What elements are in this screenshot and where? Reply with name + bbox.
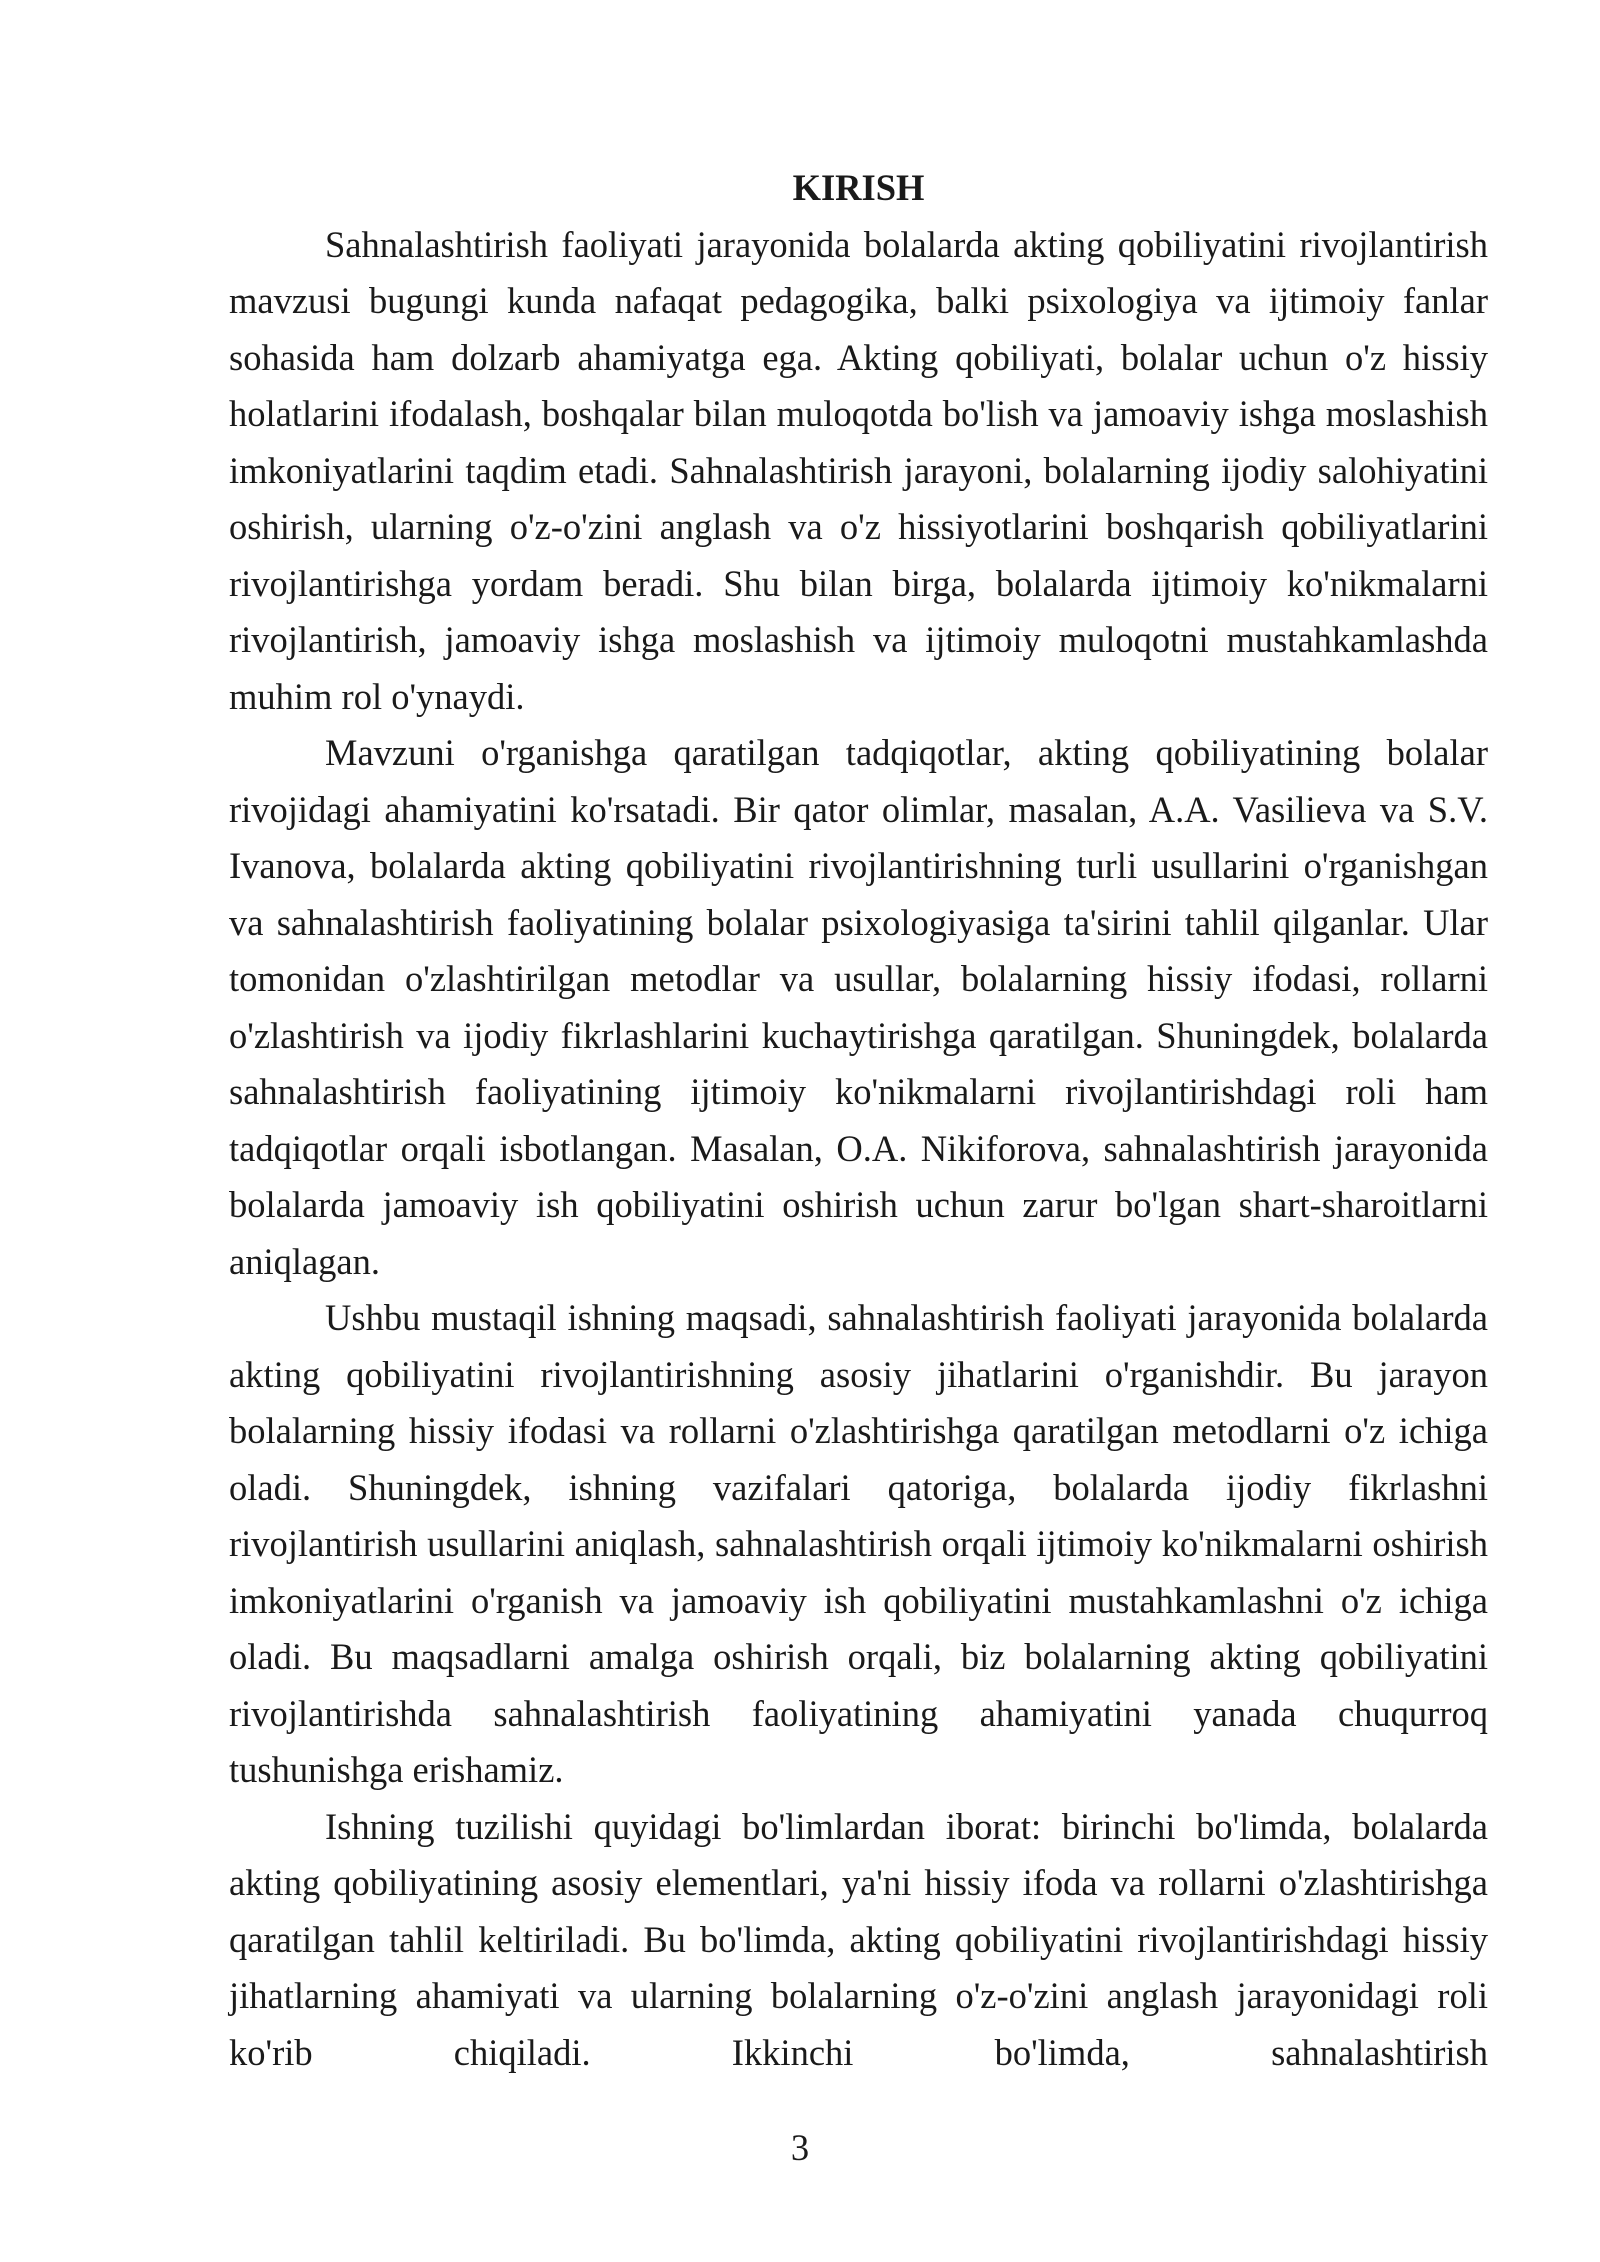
page-number: 3 [790, 2127, 810, 2168]
paragraph-research-review: Mavzuni o'rganishga qaratilgan tadqiqotlar, akting qobiliyatining bolalar rivojidagi ahamiyatini ko'rsatadi. Bir qator olimlar, masalan, A.A. Vasilieva va S.V. Ivanova, bolalarda akting qobiliyatini rivojlantirishning turli usullarini o'rganishgan va sahnalashtirish faoliyatining bolalar psixologiyasiga ta'sirini tahlil qilganlar. Ular tomonidan o'zlashtirilgan metodlar va usullar, bolalarning hissiy ifodasi, rollarni o'zlashtirish va ijodiy fikrlashlarini kuchaytirishga qaratilgan. Shuningdek, bolalarda sahnalashtirish faoliyatining ijtimoiy ko'nikmalarni rivojlantirishdagi roli ham tadqiqotlar orqali isbotlangan. Masalan, O.A. Nikiforova, sahnalashtirish jarayonida bolalarda jamoaviy ish qobiliyatini oshirish uchun zarur bo'lgan shart-sharoitlarni aniqlagan. [229, 732, 1488, 1282]
page-content [229, 160, 1488, 2081]
section-heading: KIRISH [792, 167, 925, 208]
paragraph-introduction: Sahnalashtirish faoliyati jarayonida bolalarda akting qobiliyatini rivojlantirish mavzusi bugungi kunda nafaqat pedagogika, balki psixologiya va ijtimoiy fanlar sohasida ham dolzarb ahamiyatga ega. Akting qobiliyati, bolalar uchun o'z hissiy holatlarini ifodalash, boshqalar bilan muloqotda bo'lish va jamoaviy ishga moslashish imkoniyatlarini taqdim etadi. Sahnalashtirish jarayoni, bolalarning ijodiy salohiyatini oshirish, ularning o'z-o'zini anglash va o'z hissiyotlarini boshqarish qobiliyatlarini rivojlantirishga yordam beradi. Shu bilan birga, bolalarda ijtimoiy ko'nikmalarni rivojlantirish, jamoaviy ishga moslashish va ijtimoiy muloqotni mustahkamlashda muhim rol o'ynaydi. [229, 223, 1488, 717]
paragraph-goals: Ushbu mustaqil ishning maqsadi, sahnalashtirish faoliyati jarayonida bolalarda akting qobiliyatini rivojlantirishning asosiy jihatlarini o'rganishdir. Bu jarayon bolalarning hissiy ifodasi va rollarni o'zlashtirishga qaratilgan metodlarni o'z ichiga oladi. Shuningdek, ishning vazifalari qatoriga, bolalarda ijodiy fikrlashni rivojlantirish usullarini aniqlash, sahnalashtirish orqali ijtimoiy ko'nikmalarni oshirish imkoniyatlarini o'rganish va jamoaviy ish qobiliyatini mustahkamlashni o'z ichiga oladi. Bu maqsadlarni amalga oshirish orqali, biz bolalarning akting qobiliyatini rivojlantirishda sahnalashtirish faoliyatining ahamiyatini yanada chuqurroq tushunishga erishamiz. [229, 1297, 1488, 1790]
paragraph-structure: Ishning tuzilishi quyidagi bo'limlardan iborat: birinchi bo'limda, bolalarda akting qobiliyatining asosiy elementlari, ya'ni hissiy ifoda va rollarni o'zlashtirishga qaratilgan tahlil keltiriladi. Bu bo'limda, akting qobiliyatini rivojlantirishdagi hissiy jihatlarning ahamiyati va ularning bolalarning o'z-o'zini anglash jarayonidagi roli ko'rib chiqiladi. Ikkinchi bo'limda, sahnalashtirish [229, 1805, 1488, 2073]
